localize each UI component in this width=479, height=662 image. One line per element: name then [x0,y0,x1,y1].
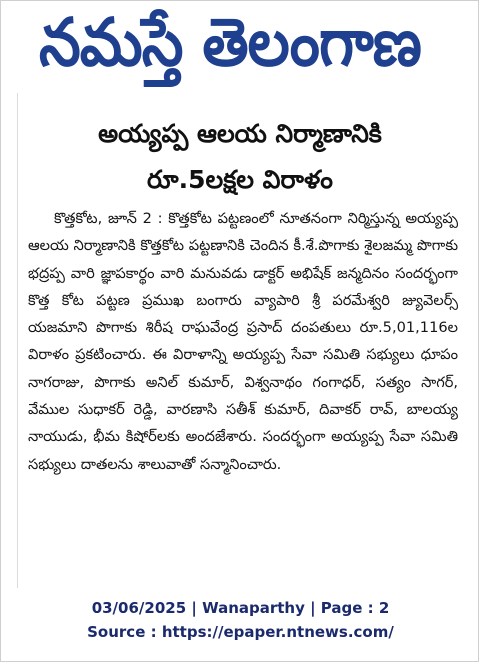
article-body [28,205,458,478]
masthead [1,1,479,89]
footer-source-link[interactable]: Source : https://epaper.ntnews.com/ [87,623,394,641]
newspaper-logo: నమస్తే తెలంగాణ [39,4,421,81]
headline-line-2: రూ.5లక్షల విరాళం [147,165,333,194]
cut-off-text-fragment [58,577,318,583]
article-paragraph: కొత్తకోట, జూన్ 2 : కొత్తకోట పట్టణంలో నూతనంగా నిర్మిస్తున్న అయ్యప్ప ఆలయ నిర్మాణానికి కొత్తకోట పట్టణానికి చెందిన కీ.శే.పొగాకు శైలజమ్మ పొగాకు భద్రప్ప వారి జ్ఞాపకార్థం వారి మనువడు డాక్టర్ అభిషేక్ జన్మదినం సందర్భంగా కొత్త కోట పట్టణ ప్రముఖ బంగారు వ్యాపారి శ్రీ పరమేశ్వరి జ్యువెలర్స్ యజమాని పొగాకు శిరీష రాఘవేంద్ర ప్రసాద్ దంపతులు రూ.5,01,116ల విరాళం ప్రకటించారు. ఈ విరాళాన్ని అయ్యప్ప సేవా సమితి సభ్యులు ధూపం నాగరాజు, పొగాకు అనిల్ కుమార్, విశ్వనాథం గంగాధర్, సత్యం సాగర్, వేముల సుధాకర్ రెడ్డి, వారణాసి సతీశ్ కుమార్, దివాకర్ రావ్, బాలయ్య నాయుడు, భీమ కిషోర్‌లకు అందజేశారు. సందర్భంగా అయ్యప్ప సేవా సమితి సభ్యులు దాతలను శాలువాతో సన్మానించారు. [28,210,458,473]
news-clipping [17,93,462,588]
footer-date-edition: 03/06/2025 | Wanaparthy | Page : 2 [91,599,390,617]
headline-line-1: అయ్యప్ప ఆలయ నిర్మాణానికి [98,119,382,148]
